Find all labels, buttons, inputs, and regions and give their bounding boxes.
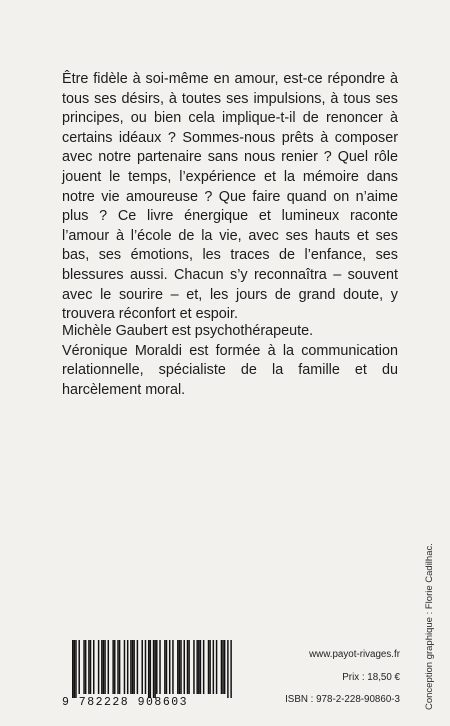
barcode-bar (114, 640, 115, 694)
design-credit: Conception graphique : Florie Cadilhac. (424, 543, 435, 710)
barcode-bar (187, 640, 188, 694)
barcode-bar (169, 640, 170, 694)
barcode-bar (78, 640, 79, 694)
author-bio-1: Michèle Gaubert est psychothérapeute. (62, 323, 314, 339)
barcode-bar (130, 640, 131, 694)
barcode-digits: 9 782228 908603 (62, 696, 189, 709)
barcode-bar (124, 640, 125, 694)
barcode-bar (104, 640, 105, 694)
barcode-bar (154, 640, 155, 698)
barcode-bar (159, 640, 160, 694)
barcode-bar (203, 640, 204, 694)
barcode-bar (132, 640, 133, 694)
barcode-bar (156, 640, 157, 694)
barcode-bar (198, 640, 199, 694)
barcode-bar (200, 640, 201, 694)
barcode-bar (221, 640, 222, 694)
barcode-bar (133, 640, 134, 694)
barcode-bar (213, 640, 214, 694)
barcode-bar (177, 640, 178, 694)
blurb-text (62, 70, 398, 325)
barcode-bar (145, 640, 146, 694)
barcode-bar (224, 640, 225, 694)
barcode-bar (193, 640, 194, 694)
barcode-bar (184, 640, 185, 694)
barcode-bar (88, 640, 89, 694)
barcode-bar (112, 640, 113, 694)
barcode-bar (93, 640, 94, 694)
barcode-bar (119, 640, 120, 694)
barcode-bar (74, 640, 75, 698)
author-bio-2: Véronique Moraldi est formée à la communication relationnelle, spécialiste de la famille et du harcèlement moral. (62, 342, 398, 398)
barcode-bar (164, 640, 165, 694)
barcode-bar (108, 640, 109, 694)
price: Prix : 18,50 € (342, 672, 400, 683)
barcode (62, 640, 242, 709)
barcode-bar (137, 640, 138, 694)
publisher-url: www.payot-rivages.fr (309, 649, 400, 660)
barcode-bar (208, 640, 209, 694)
barcode-bar (150, 640, 151, 698)
barcode-bar (230, 640, 231, 698)
barcode-bar (172, 640, 173, 694)
barcode-bar (179, 640, 180, 694)
barcode-bars (72, 640, 232, 698)
barcode-bar (166, 640, 167, 694)
barcode-bar (153, 640, 154, 698)
barcode-bar (103, 640, 104, 694)
barcode-bar (148, 640, 149, 698)
barcode-bar (180, 640, 181, 694)
barcode-bar (196, 640, 197, 694)
barcode-bar (72, 640, 73, 698)
barcode-bar (101, 640, 102, 694)
barcode-bar (90, 640, 91, 694)
barcode-bar (141, 640, 142, 694)
blurb-paragraph: Être fidèle à soi-même en amour, est-ce répondre à tous ses désirs, à toutes ses impulsions, à tous ses principes, ou bien cela implique-t-il de renoncer à certains idéaux ? Sommes-nous prêts à composer avec notre partenaire sans nous renier ? Quel rôle jouent le temps, l’expérience et la mémoire dans notre vie amoureuse ? Que faire quand on n’aime plus ? Ce livre énergique et lumineux raconte l’amour à l’école de la vie, avec ses hauts et ses bas, ses émotions, les traces de l’enfance, ses blessures aussi. Chacun s’y reconnaîtra – souvent avec le sourire – et, les jours de grand doute, y trouvera réconfort et espoir. (62, 71, 398, 323)
barcode-bar (83, 640, 84, 694)
barcode-bar (216, 640, 217, 694)
barcode-bar (117, 640, 118, 694)
barcode-bar (85, 640, 86, 694)
barcode-bar (75, 640, 76, 698)
isbn: ISBN : 978-2-228-90860-3 (285, 694, 400, 705)
barcode-bar (98, 640, 99, 694)
barcode-bar (209, 640, 210, 694)
barcode-bar (188, 640, 189, 694)
barcode-bar (222, 640, 223, 694)
barcode-bar (127, 640, 128, 694)
barcode-bar (227, 640, 228, 698)
author-bios (62, 322, 398, 400)
